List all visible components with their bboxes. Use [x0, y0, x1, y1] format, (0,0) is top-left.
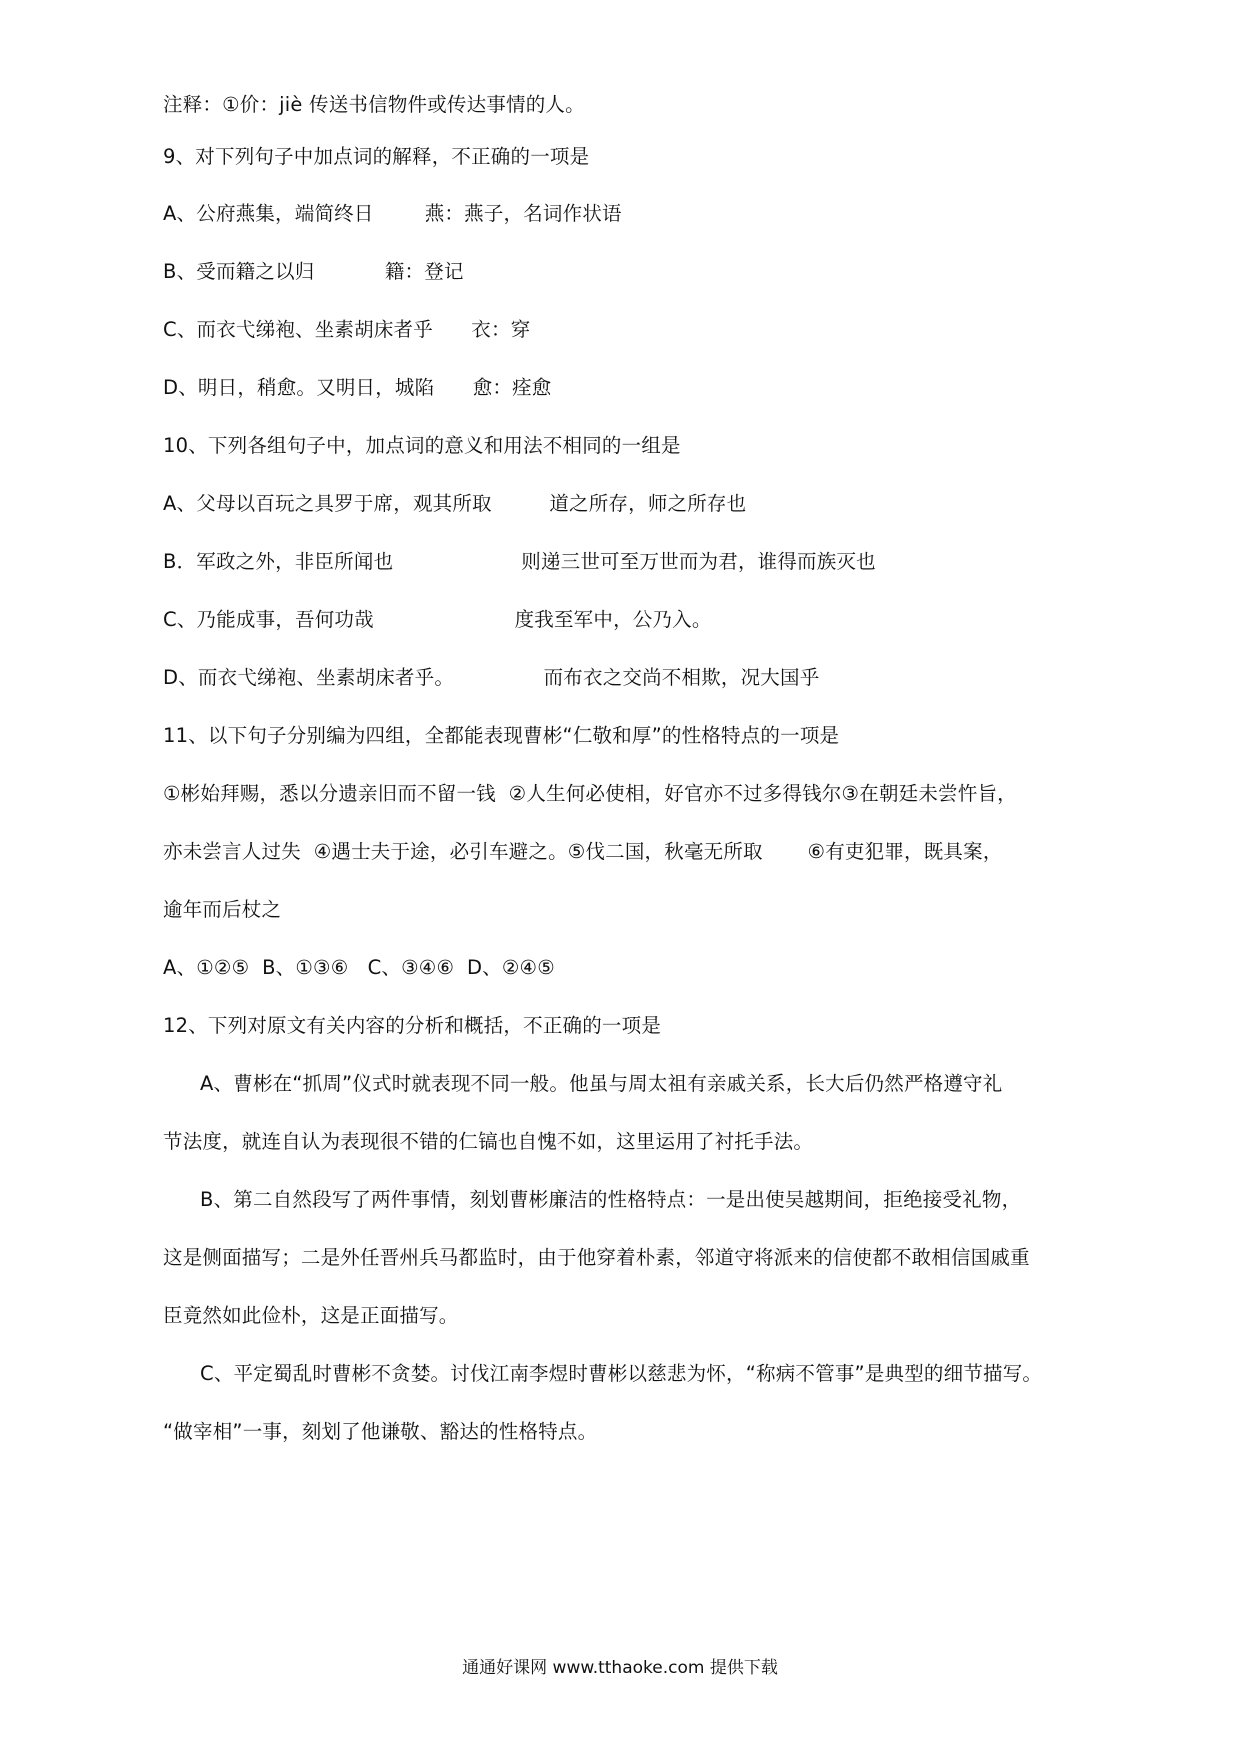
question-9-option-d: D、明日，稍愈。又明日，城陷 愈：痊愈	[163, 376, 552, 399]
question-12-option-a-line-1: A、曹彬在“抓周”仪式时就表现不同一般。他虽与周太祖有亲戚关系，长大后仍然严格遵守礼	[200, 1072, 1003, 1095]
question-12-stem: 12、下列对原文有关内容的分析和概括，不正确的一项是	[163, 1014, 662, 1037]
question-12-option-a-line-2: 节法度，就连自认为表现很不错的仁镐也自愧不如，这里运用了衬托手法。	[163, 1130, 814, 1153]
question-9-option-c: C、而衣弋绨袍、坐素胡床者乎 衣：穿	[163, 318, 531, 341]
question-11-sentences-line-3: 逾年而后杖之	[163, 898, 282, 921]
question-12-option-b-line-1: B、第二自然段写了两件事情，刻划曹彬廉洁的性格特点：一是出使吴越期间，拒绝接受礼物，	[200, 1188, 1022, 1211]
question-9-stem: 9、对下列句子中加点词的解释，不正确的一项是	[163, 145, 590, 168]
question-10-option-a: A、父母以百玩之具罗于席，观其所取 道之所存，师之所存也	[163, 492, 747, 515]
question-10-option-c: C、乃能成事，吾何功哉 度我至军中，公乃入。	[163, 608, 712, 631]
question-12-option-c-line-2: “做宰相”一事，刻划了他谦敬、豁达的性格特点。	[163, 1420, 598, 1443]
question-9-option-b: B、受而籍之以归 籍：登记	[163, 260, 464, 283]
question-11-choices: A、①②⑤ B、①③⑥ C、③④⑥ D、②④⑤	[163, 956, 555, 979]
question-10-option-d: D、而衣弋绨袍、坐素胡床者乎。 而布衣之交尚不相欺，况大国乎	[163, 666, 820, 689]
question-11-sentences-line-2: 亦未尝言人过失 ④遇士夫于途，必引车避之。⑤伐二国，秋毫无所取 ⑥有吏犯罪，既具案，	[163, 840, 1003, 863]
question-9-option-a: A、公府燕集，端简终日 燕：燕子，名词作状语	[163, 202, 622, 225]
question-12-option-b-line-2: 这是侧面描写；二是外任晋州兵马都监时，由于他穿着朴素，邻道守将派来的信使都不敢相信国戚重	[163, 1246, 1030, 1269]
question-11-sentences-line-1: ①彬始拜赐，悉以分遗亲旧而不留一钱 ②人生何必使相，好官亦不过多得钱尔③在朝廷未尝忤旨，	[163, 782, 1017, 805]
annotation-note: 注释：①价：jiè 传送书信物件或传达事情的人。	[163, 93, 585, 116]
question-12-option-b-line-3: 臣竟然如此俭朴，这是正面描写。	[163, 1304, 459, 1327]
question-10-option-b: B．军政之外，非臣所闻也 则递三世可至万世而为君，谁得而族灭也	[163, 550, 876, 573]
question-11-stem: 11、以下句子分别编为四组，全都能表现曹彬“仁敬和厚”的性格特点的一项是	[163, 724, 840, 747]
question-10-stem: 10、下列各组句子中，加点词的意义和用法不相同的一组是	[163, 434, 681, 457]
question-12-option-c-line-1: C、平定蜀乱时曹彬不贪婪。讨伐江南李煜时曹彬以慈悲为怀，“称病不管事”是典型的细节描写。	[200, 1362, 1043, 1385]
page-footer: 通通好课网 www.tthaoke.com 提供下载	[462, 1658, 778, 1678]
